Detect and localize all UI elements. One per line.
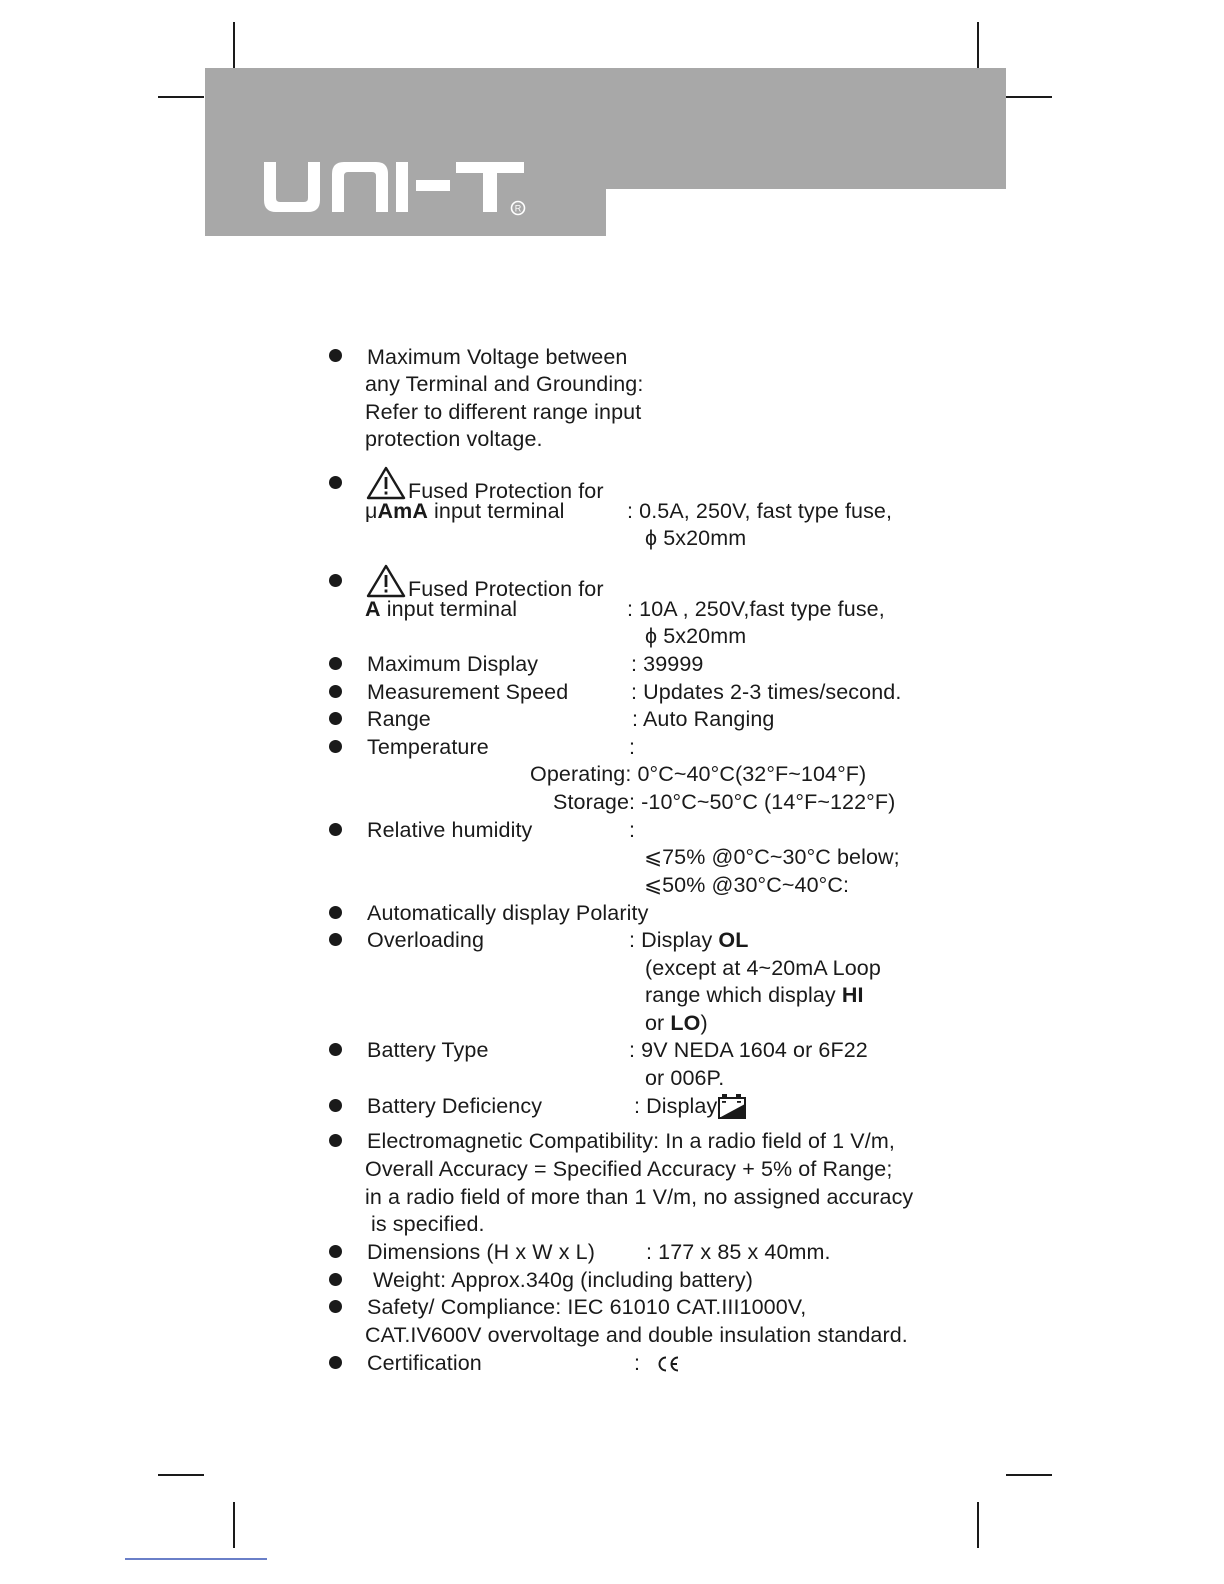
overloading-value4-prefix: or — [645, 1011, 671, 1035]
fuse-a-label-bold: A — [365, 597, 381, 621]
bullet — [329, 476, 342, 489]
max-voltage-line2: any Terminal and Grounding: — [365, 372, 644, 396]
micro-symbol: μ — [365, 499, 378, 523]
certification-colon: : — [634, 1351, 641, 1375]
max-voltage-line4: protection voltage. — [365, 427, 543, 451]
overloading-value2: (except at 4~20mA Loop — [645, 956, 881, 980]
humidity-value2: ⩽50% @30°C~40°C: — [644, 873, 850, 897]
bullet — [329, 1300, 342, 1313]
fuse-a-label-rest: input terminal — [380, 597, 518, 621]
overloading-value4-suffix: ) — [700, 1011, 708, 1035]
battery-type-value2: or 006P. — [645, 1066, 725, 1090]
bullet — [329, 1273, 342, 1286]
fuse-uama-value2: ϕ 5x20mm — [645, 526, 747, 550]
footer-underline — [125, 1558, 267, 1560]
bullet — [329, 1134, 342, 1147]
battery-low-icon — [718, 1093, 746, 1126]
fuse-a-value1: : 10A , 250V,fast type fuse, — [627, 597, 885, 621]
bullet — [329, 823, 342, 836]
bullet — [329, 1245, 342, 1258]
fuse-uama-label-bold: AmA — [377, 499, 428, 523]
bullet — [329, 906, 342, 919]
overloading-value3-prefix: range which display — [645, 983, 842, 1007]
max-voltage-line1: Maximum Voltage between — [367, 345, 628, 369]
max-display-label: Maximum Display — [367, 652, 539, 676]
dimensions-label: Dimensions (H x W x L) — [367, 1240, 595, 1264]
temperature-colon: : — [629, 735, 636, 759]
humidity-colon: : — [629, 818, 636, 842]
range-label: Range — [367, 707, 431, 731]
svg-text:R: R — [514, 203, 522, 214]
safety-line2: CAT.IV600V overvoltage and double insulation standard. — [365, 1323, 908, 1347]
certification-value — [634, 1349, 680, 1380]
emc-line1: Electromagnetic Compatibility: In a radio field of 1 V/m, — [367, 1129, 895, 1153]
temperature-storage: Storage: -10°C~50°C (14°F~122°F) — [553, 790, 896, 814]
bullet — [329, 349, 342, 362]
safety-line1: Safety/ Compliance: IEC 61010 CAT.III1000V, — [367, 1295, 807, 1319]
fuse-a-value2: ϕ 5x20mm — [645, 624, 747, 648]
dimensions-value: : 177 x 85 x 40mm. — [646, 1240, 831, 1264]
emc-line4: is specified. — [371, 1212, 485, 1236]
temperature-label: Temperature — [367, 735, 489, 759]
overloading-label: Overloading — [367, 928, 485, 952]
bullet — [329, 657, 342, 670]
battery-deficiency-label: Battery Deficiency — [367, 1094, 543, 1118]
ce-mark-icon — [656, 1352, 680, 1380]
bullet — [329, 740, 342, 753]
temperature-operating: Operating: 0°C~40°C(32°F~104°F) — [530, 762, 867, 786]
battery-deficiency-value — [634, 1092, 746, 1126]
max-display-value: : 39999 — [631, 652, 704, 676]
bullet — [329, 933, 342, 946]
fuse-a-label — [365, 595, 517, 623]
humidity-value1: ⩽75% @0°C~30°C below; — [644, 845, 900, 869]
polarity-label: Automatically display Polarity — [367, 901, 649, 925]
fuse-a-title-text: Fused Protection for — [408, 577, 604, 601]
fuse-uama-label — [365, 497, 565, 525]
battery-type-value1: : 9V NEDA 1604 or 6F22 — [629, 1038, 868, 1062]
overloading-hi: HI — [841, 983, 864, 1007]
bullet — [329, 1356, 342, 1369]
emc-line3: in a radio field of more than 1 V/m, no assigned accuracy — [365, 1185, 914, 1209]
overloading-lo: LO — [670, 1011, 701, 1035]
emc-line2: Overall Accuracy = Specified Accuracy + 5% of Range; — [365, 1157, 893, 1181]
bullet — [329, 1099, 342, 1112]
bullet — [329, 1043, 342, 1056]
speed-label: Measurement Speed — [367, 680, 569, 704]
battery-deficiency-value-text: : Display — [634, 1094, 718, 1118]
bullet — [329, 574, 342, 587]
range-value: : Auto Ranging — [632, 707, 775, 731]
overloading-value1-prefix: : Display — [629, 928, 719, 952]
fuse-uama-value1: : 0.5A, 250V, fast type fuse, — [627, 499, 893, 523]
overloading-value3 — [645, 981, 864, 1009]
overloading-ol: OL — [718, 928, 749, 952]
fuse-uama-label-rest: input terminal — [427, 499, 565, 523]
bullet — [329, 712, 342, 725]
certification-label: Certification — [367, 1351, 482, 1375]
overloading-value4 — [645, 1009, 708, 1037]
humidity-label: Relative humidity — [367, 818, 533, 842]
overloading-value1 — [629, 926, 748, 954]
bullet — [329, 685, 342, 698]
max-voltage-line3: Refer to different range input — [365, 400, 642, 424]
battery-type-label: Battery Type — [367, 1038, 489, 1062]
speed-value: : Updates 2-3 times/second. — [631, 680, 902, 704]
fuse-uama-title-text: Fused Protection for — [408, 479, 604, 503]
weight-label: Weight: Approx.340g (including battery) — [373, 1268, 753, 1292]
